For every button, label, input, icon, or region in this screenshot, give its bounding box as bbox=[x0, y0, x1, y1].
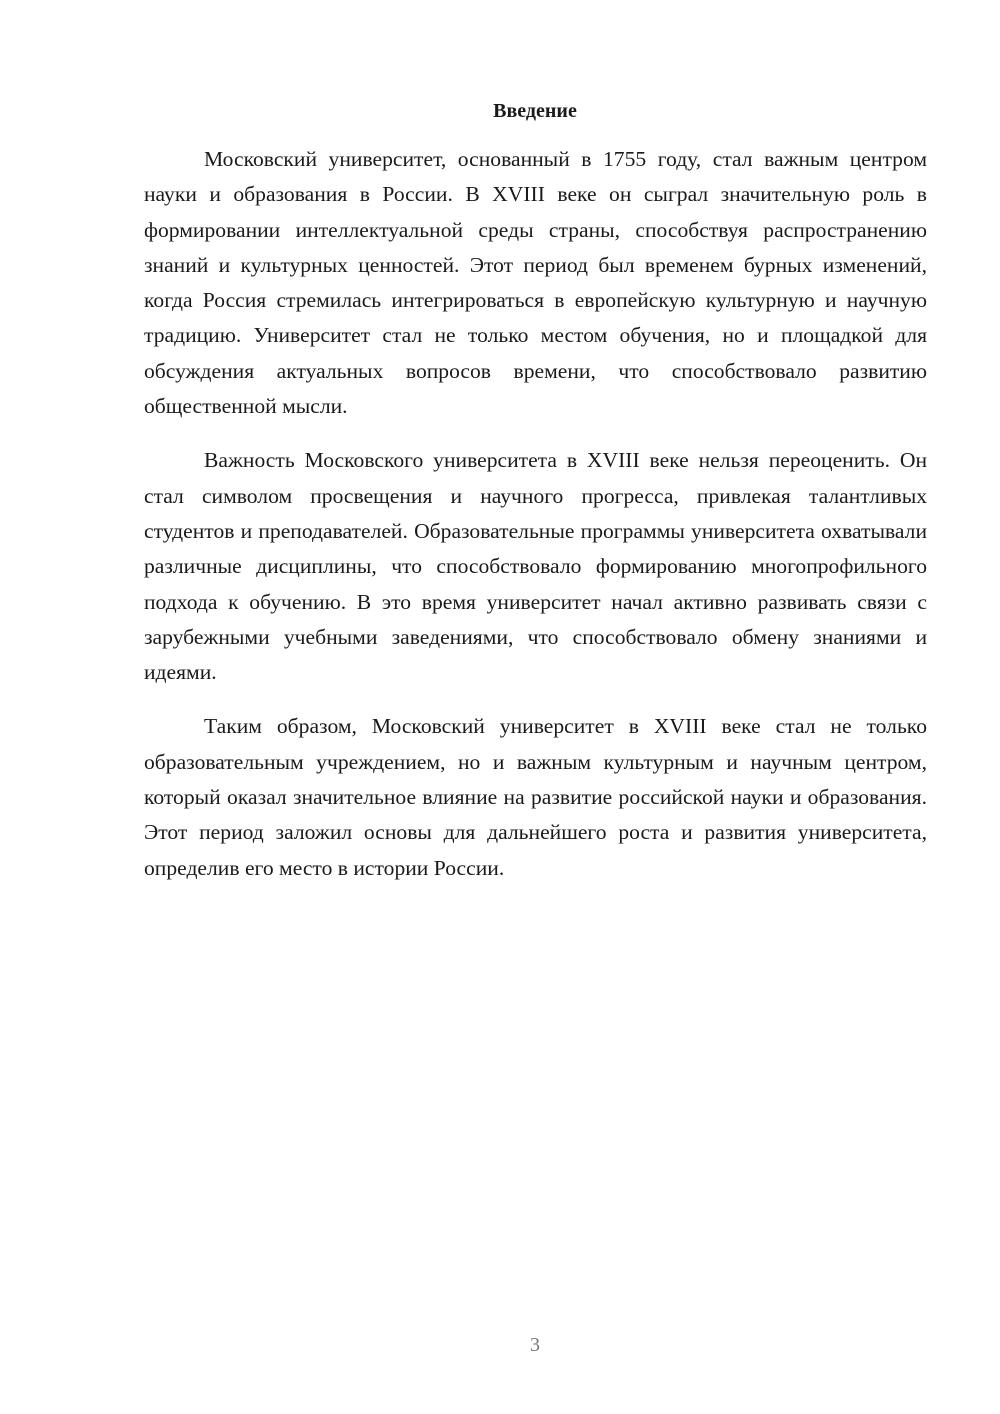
section-heading: Введение bbox=[493, 100, 577, 122]
paragraph-2: Важность Московского университета в XVIII веке нельзя переоценить. Он стал символом просвещения и научного прогресса, привлекая талантливых студентов и преподавателей. Образовательные программы университета охватывали различные дисциплины, что способствовало формированию многопрофильного подхода к обучению. В это время университет начал активно развивать связи с зарубежными учебными заведениями, что способствовало обмену знаниями и идеями. bbox=[144, 448, 927, 685]
page-number: 3 bbox=[530, 1334, 540, 1356]
paragraph-3: Таким образом, Московский университет в XVIII веке стал не только образовательным учреждением, но и важным культурным и научным центром, который оказал значительное влияние на развитие российской науки и образования. Этот период заложил основы для дальнейшего роста и развития университета, определив его место в истории России. bbox=[144, 714, 927, 880]
body-text bbox=[144, 142, 927, 905]
paragraph-1: Московский университет, основанный в 1755 году, стал важным центром науки и образования в России. В XVIII веке он сыграл значительную роль в формировании интеллектуальной среды страны, способствуя распространению знаний и культурных ценностей. Этот период был временем бурных изменений, когда Россия стремилась интегрироваться в европейскую культурную и научную традицию. Университет стал не только местом обучения, но и площадкой для обсуждения актуальных вопросов времени, что способствовало развитию общественной мысли. bbox=[144, 147, 927, 419]
